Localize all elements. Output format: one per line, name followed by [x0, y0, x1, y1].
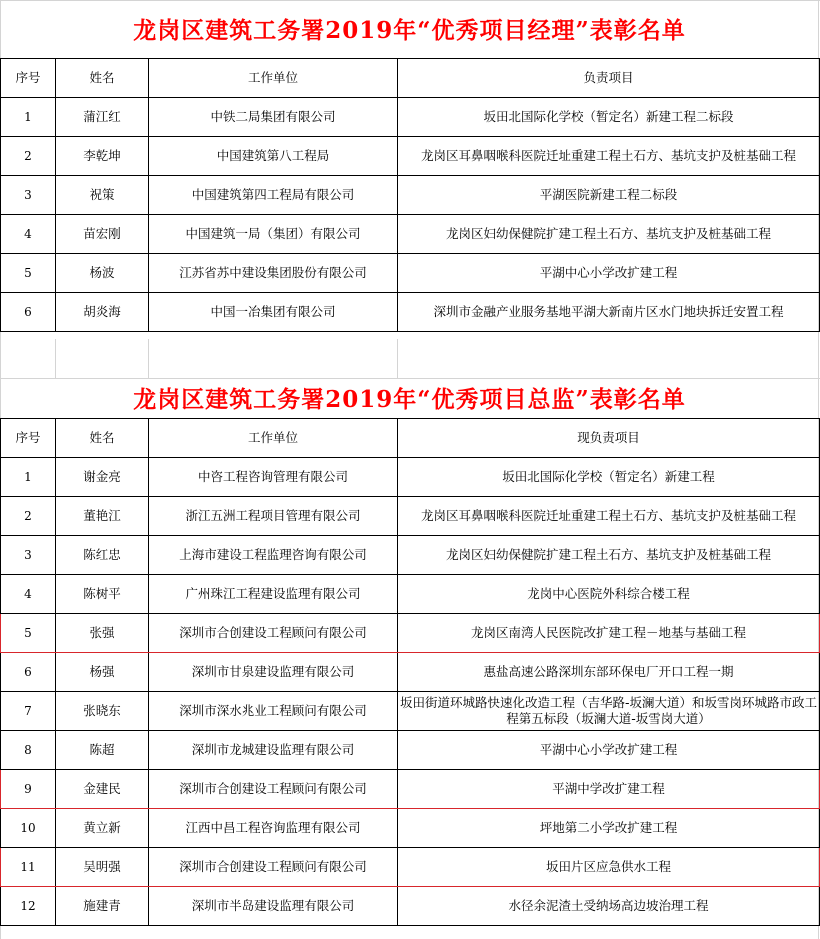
table-row [1, 497, 820, 536]
cell-org[interactable]: 江苏省苏中建设集团股份有限公司 [149, 254, 398, 293]
table-row [1, 653, 820, 692]
cell-org[interactable]: 广州珠江工程建设监理有限公司 [149, 575, 398, 614]
cell-org[interactable]: 深圳市合创建设工程顾问有限公司 [149, 770, 398, 809]
cell-project[interactable]: 平湖医院新建工程二标段 [398, 176, 820, 215]
cell-name[interactable]: 陈树平 [56, 575, 149, 614]
cell-no[interactable]: 6 [1, 653, 56, 692]
cell-name[interactable]: 谢金亮 [56, 458, 149, 497]
table-row [1, 215, 820, 254]
cell-org[interactable]: 中国一冶集团有限公司 [149, 293, 398, 332]
cell-org[interactable]: 深圳市半岛建设监理有限公司 [149, 887, 398, 926]
cell-name[interactable]: 董艳江 [56, 497, 149, 536]
gridline [0, 378, 820, 379]
cell-project[interactable]: 坂田街道环城路快速化改造工程（吉华路-坂澜大道）和坂雪岗环城路市政工程第五标段（坂澜大道-坂雪岗大道） [398, 692, 820, 731]
col-header-project[interactable]: 负责项目 [398, 59, 820, 98]
cell-org[interactable]: 深圳市龙城建设监理有限公司 [149, 731, 398, 770]
col-header-name[interactable]: 姓名 [56, 59, 149, 98]
gridline [148, 339, 149, 378]
cell-project[interactable]: 平湖中学改扩建工程 [398, 770, 820, 809]
cell-no[interactable]: 3 [1, 536, 56, 575]
cell-project[interactable]: 惠盐高速公路深圳东部环保电厂开口工程一期 [398, 653, 820, 692]
col-header-no[interactable]: 序号 [1, 419, 56, 458]
table-row [1, 809, 820, 848]
table-row [1, 692, 820, 731]
cell-project[interactable]: 平湖中心小学改扩建工程 [398, 731, 820, 770]
section2-title: 龙岗区建筑工务署2019年“优秀项目总监”表彰名单 [133, 386, 686, 413]
table-row [1, 176, 820, 215]
cell-no[interactable]: 3 [1, 176, 56, 215]
cell-org[interactable]: 中国建筑一局（集团）有限公司 [149, 215, 398, 254]
cell-no[interactable]: 1 [1, 98, 56, 137]
cell-project[interactable]: 龙岗区耳鼻咽喉科医院迁址重建工程土石方、基坑支护及桩基础工程 [398, 137, 820, 176]
cell-project[interactable]: 平湖中心小学改扩建工程 [398, 254, 820, 293]
table-row [1, 536, 820, 575]
cell-no[interactable]: 5 [1, 254, 56, 293]
cell-org[interactable]: 浙江五洲工程项目管理有限公司 [149, 497, 398, 536]
cell-no[interactable]: 5 [1, 614, 56, 653]
cell-no[interactable]: 2 [1, 497, 56, 536]
cell-name[interactable]: 陈超 [56, 731, 149, 770]
cell-project[interactable]: 龙岗区妇幼保健院扩建工程土石方、基坑支护及桩基础工程 [398, 536, 820, 575]
col-header-name[interactable]: 姓名 [56, 419, 149, 458]
cell-name[interactable]: 张晓东 [56, 692, 149, 731]
cell-project[interactable]: 龙岗区耳鼻咽喉科医院迁址重建工程土石方、基坑支护及桩基础工程 [398, 497, 820, 536]
cell-name[interactable]: 杨强 [56, 653, 149, 692]
section1-title: 龙岗区建筑工务署2019年“优秀项目经理”表彰名单 [133, 17, 686, 44]
cell-name[interactable]: 陈红忠 [56, 536, 149, 575]
gridline [55, 339, 56, 378]
cell-project[interactable]: 龙岗区南湾人民医院改扩建工程－地基与基础工程 [398, 614, 820, 653]
table-row-highlighted [1, 770, 820, 809]
table-row [1, 887, 820, 926]
cell-no[interactable]: 2 [1, 137, 56, 176]
cell-no[interactable]: 6 [1, 293, 56, 332]
cell-name[interactable]: 蒲江红 [56, 98, 149, 137]
table-row [1, 731, 820, 770]
cell-project[interactable]: 水径余泥渣土受纳场高边坡治理工程 [398, 887, 820, 926]
table-row [1, 137, 820, 176]
cell-project[interactable]: 龙岗区妇幼保健院扩建工程土石方、基坑支护及桩基础工程 [398, 215, 820, 254]
cell-org[interactable]: 深圳市甘泉建设监理有限公司 [149, 653, 398, 692]
cell-name[interactable]: 金建民 [56, 770, 149, 809]
cell-project[interactable]: 深圳市金融产业服务基地平湖大新南片区水门地块拆迁安置工程 [398, 293, 820, 332]
cell-org[interactable]: 深圳市深水兆业工程顾问有限公司 [149, 692, 398, 731]
cell-org[interactable]: 中咨工程咨询管理有限公司 [149, 458, 398, 497]
cell-no[interactable]: 9 [1, 770, 56, 809]
cell-name[interactable]: 祝策 [56, 176, 149, 215]
cell-name[interactable]: 黄立新 [56, 809, 149, 848]
cell-name[interactable]: 李乾坤 [56, 137, 149, 176]
project-supervisor-table [0, 418, 820, 926]
table-row [1, 575, 820, 614]
cell-project[interactable]: 龙岗中心医院外科综合楼工程 [398, 575, 820, 614]
cell-name[interactable]: 杨波 [56, 254, 149, 293]
table-header-row [1, 59, 820, 98]
cell-no[interactable]: 10 [1, 809, 56, 848]
cell-no[interactable]: 11 [1, 848, 56, 887]
cell-no[interactable]: 7 [1, 692, 56, 731]
cell-org[interactable]: 深圳市合创建设工程顾问有限公司 [149, 848, 398, 887]
col-header-project[interactable]: 现负责项目 [398, 419, 820, 458]
cell-name[interactable]: 胡炎海 [56, 293, 149, 332]
cell-name[interactable]: 苗宏刚 [56, 215, 149, 254]
table-row-highlighted [1, 848, 820, 887]
cell-name[interactable]: 施建青 [56, 887, 149, 926]
table-row [1, 254, 820, 293]
table-row [1, 98, 820, 137]
cell-no[interactable]: 12 [1, 887, 56, 926]
cell-no[interactable]: 1 [1, 458, 56, 497]
table-row-highlighted [1, 614, 820, 653]
col-header-no[interactable]: 序号 [1, 59, 56, 98]
cell-org[interactable]: 上海市建设工程监理咨询有限公司 [149, 536, 398, 575]
table-row [1, 293, 820, 332]
cell-project[interactable]: 坂田北国际化学校（暂定名）新建工程二标段 [398, 98, 820, 137]
gridline [0, 0, 820, 1]
cell-no[interactable]: 8 [1, 731, 56, 770]
cell-org[interactable]: 中铁二局集团有限公司 [149, 98, 398, 137]
cell-project[interactable]: 坂田北国际化学校（暂定名）新建工程 [398, 458, 820, 497]
cell-no[interactable]: 4 [1, 575, 56, 614]
cell-org[interactable]: 中国建筑第八工程局 [149, 137, 398, 176]
cell-org[interactable]: 深圳市合创建设工程顾问有限公司 [149, 614, 398, 653]
cell-project[interactable]: 坂田片区应急供水工程 [398, 848, 820, 887]
cell-name[interactable]: 吴明强 [56, 848, 149, 887]
col-header-org[interactable]: 工作单位 [149, 59, 398, 98]
cell-org[interactable]: 中国建筑第四工程局有限公司 [149, 176, 398, 215]
cell-project[interactable]: 坪地第二小学改扩建工程 [398, 809, 820, 848]
col-header-org[interactable]: 工作单位 [149, 419, 398, 458]
project-manager-table [0, 58, 820, 332]
gridline [397, 339, 398, 378]
cell-name[interactable]: 张强 [56, 614, 149, 653]
cell-no[interactable]: 4 [1, 215, 56, 254]
cell-org[interactable]: 江西中昌工程咨询监理有限公司 [149, 809, 398, 848]
table-row [1, 458, 820, 497]
table-header-row [1, 419, 820, 458]
